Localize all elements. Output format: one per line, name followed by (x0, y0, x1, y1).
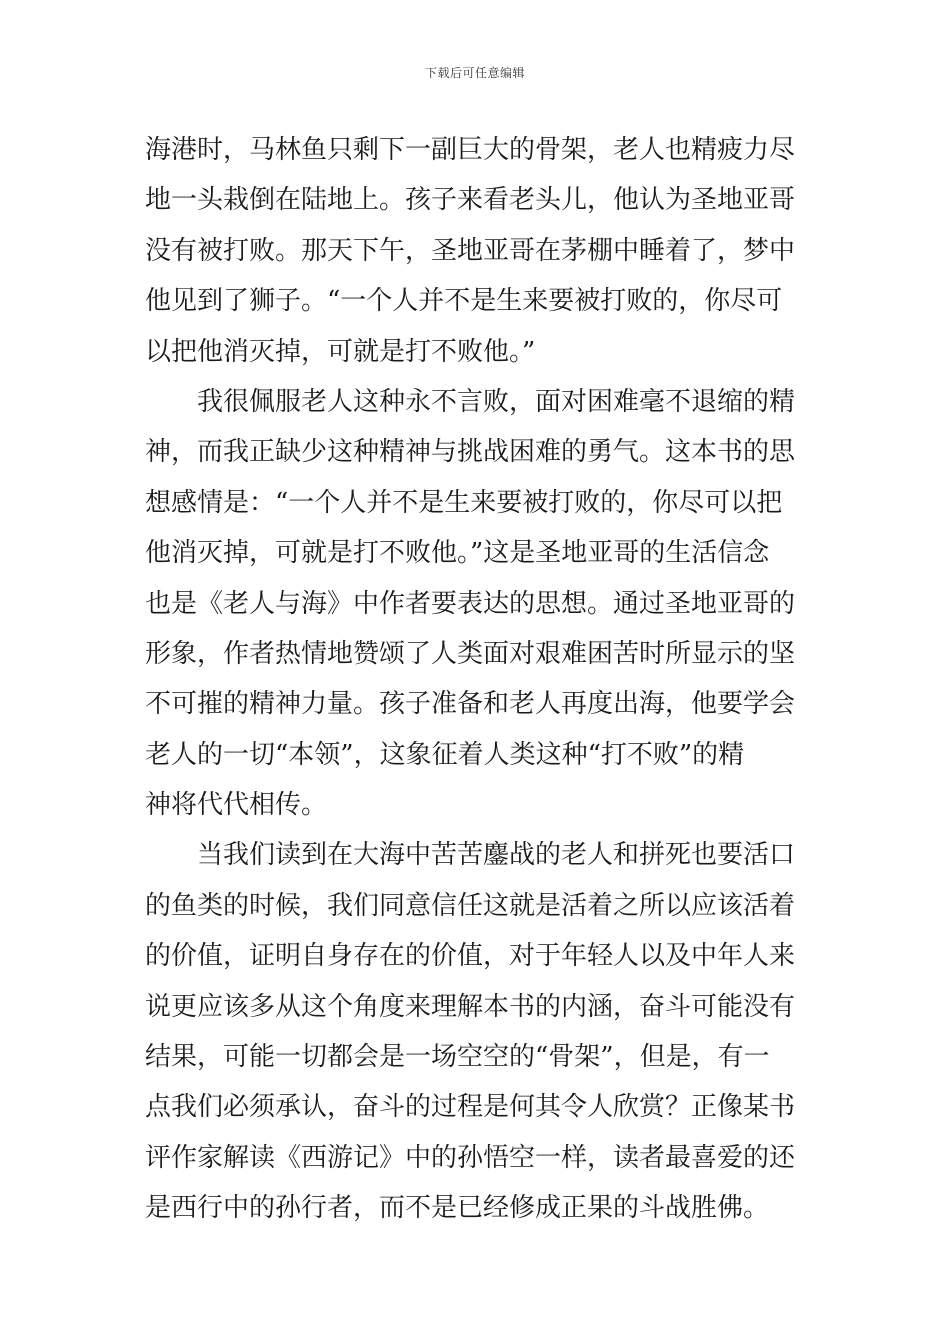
text-line: 没有被打败。那天下午，圣地亚哥在茅棚中睡着了，梦中 (145, 235, 796, 266)
text-line: 也是《老人与海》中作者要表达的思想。通过圣地亚哥的 (145, 588, 796, 619)
text-line: 以把他消灭掉，可就是打不败他。” (145, 336, 536, 367)
text-line: 当我们读到在大海中苦苦鏖战的老人和拼死也要活口 (197, 840, 796, 871)
document-body (145, 125, 810, 1234)
text-line: 海港时，马林鱼只剩下一副巨大的骨架，老人也精疲力尽 (145, 135, 796, 165)
paragraph (145, 830, 810, 1233)
text-line: 不可摧的精神力量。孩子准备和老人再度出海，他要学会 (145, 689, 796, 720)
paragraph (145, 377, 810, 831)
text-line: 神将代代相传。 (145, 790, 328, 821)
text-line: 我很佩服老人这种永不言败，面对困难毫不退缩的精 (197, 386, 796, 417)
text-line: 评作家解读《西游记》中的孙悟空一样，读者最喜爱的还 (145, 1142, 796, 1173)
text-line: 老人的一切“本领”，这象征着人类这种“打不败”的精 (145, 739, 745, 770)
text-line: 结果，可能一切都会是一场空空的“骨架”，但是，有一 (145, 1042, 770, 1073)
text-line: 的价值，证明自身存在的价值，对于年轻人以及中年人来 (145, 941, 796, 972)
text-line: 他消灭掉，可就是打不败他。”这是圣地亚哥的生活信念 (145, 538, 770, 569)
text-line: 神，而我正缺少这种精神与挑战困难的勇气。这本书的思 (145, 437, 796, 468)
text-line: 地一头栽倒在陆地上。孩子来看老头儿，他认为圣地亚哥 (145, 185, 796, 216)
text-line: 的鱼类的时候，我们同意信任这就是活着之所以应该活着 (145, 890, 796, 921)
page-header: 下载后可任意编辑 (424, 66, 525, 80)
text-line: 想感情是：“一个人并不是生来要被打败的，你尽可以把 (145, 487, 783, 518)
text-line: 他见到了狮子。“一个人并不是生来要被打败的，你尽可 (145, 286, 783, 317)
text-line: 说更应该多从这个角度来理解本书的内涵，奋斗可能没有 (145, 991, 796, 1022)
paragraph (145, 125, 810, 377)
text-line: 是西行中的孙行者，而不是已经修成正果的斗战胜佛。 (145, 1193, 770, 1224)
text-line: 形象，作者热情地赞颂了人类面对艰难困苦时所显示的坚 (145, 638, 796, 669)
text-line: 点我们必须承认，奋斗的过程是何其令人欣赏？正像某书 (145, 1092, 796, 1123)
